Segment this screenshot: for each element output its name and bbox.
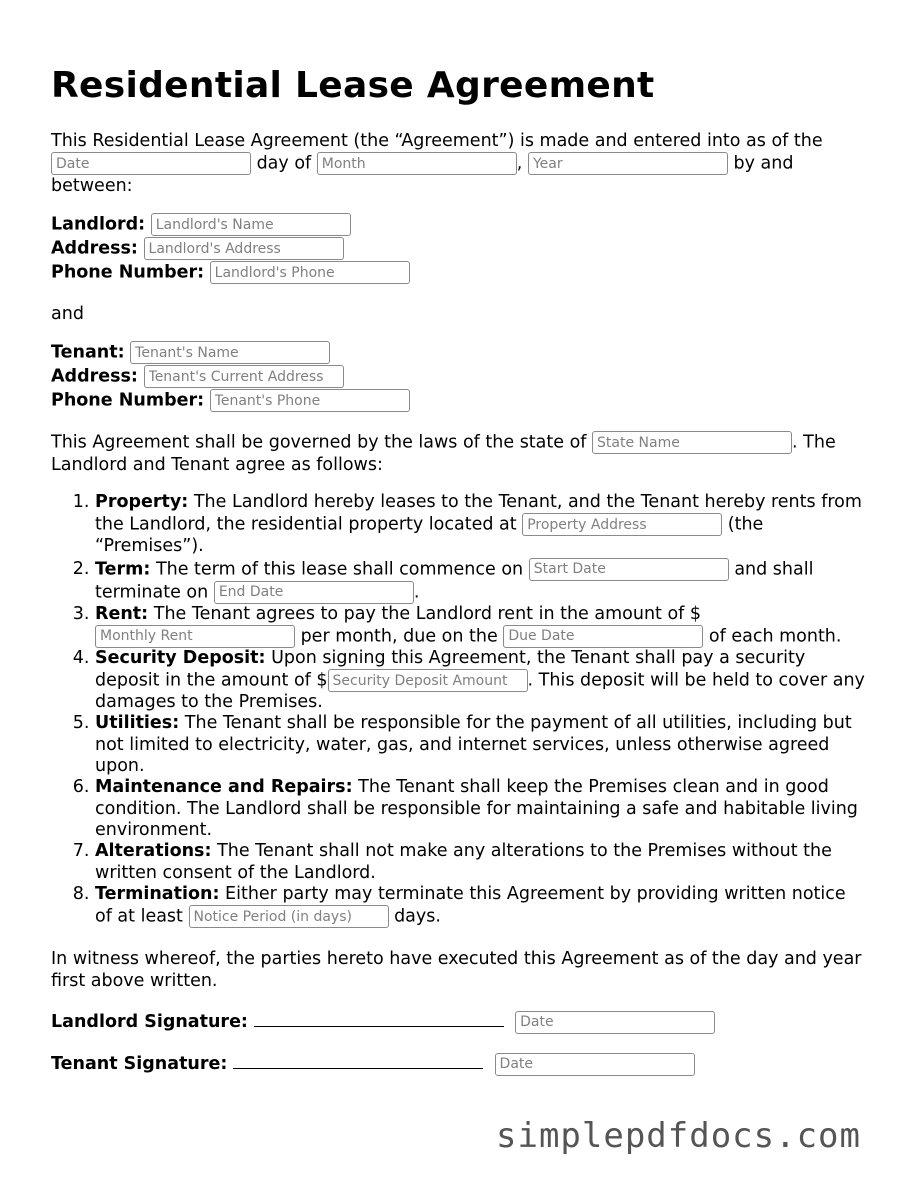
tenant-signature-label: Tenant Signature: [51, 1054, 228, 1075]
property-text-2: (the “Premises”). [95, 514, 764, 557]
due-date-field[interactable] [503, 625, 703, 648]
agreement-date-field[interactable] [51, 152, 251, 175]
page-title: Residential Lease Agreement [51, 65, 655, 106]
tenant-phone-field[interactable] [210, 389, 410, 412]
landlord-signature-date-field[interactable] [515, 1011, 715, 1034]
terms-list [51, 492, 866, 928]
term-text: The term of this lease shall commence on [155, 559, 524, 580]
tenant-signature-line[interactable] [233, 1052, 483, 1069]
comma-text: , [516, 153, 523, 174]
landlord-address-field[interactable] [144, 237, 344, 260]
tenant-section [51, 341, 866, 413]
end-date-field[interactable] [214, 581, 414, 604]
deposit-text-2: . This deposit will be held to cover any damages to the Premises. [95, 670, 865, 713]
tenant-phone-row [51, 389, 866, 413]
tenant-signature-date-field[interactable] [495, 1053, 695, 1076]
notice-period-field[interactable] [189, 905, 389, 928]
term-termination [95, 884, 866, 928]
lease-document [51, 62, 866, 1076]
landlord-name-label: Landlord: [51, 214, 146, 235]
alterations-text: The Tenant shall not make any alterations to the Premises without the written consent of the Landlord. [95, 841, 832, 883]
term-property [95, 492, 866, 558]
term-label: Term: [95, 559, 151, 580]
by-and-text: by and [733, 153, 794, 174]
intro-paragraph [51, 130, 866, 197]
intro-text: This Residential Lease Agreement (the “Agreement”) is made and entered into as of the [51, 131, 823, 151]
deposit-text: Upon signing this Agreement, the Tenant shall pay a security deposit in the amount of $ [95, 647, 806, 691]
landlord-phone-row [51, 261, 866, 285]
term-term [95, 558, 866, 604]
property-label: Property: [95, 492, 189, 512]
rent-text: The Tenant agrees to pay the Landlord rent in the amount of $ [153, 603, 702, 624]
term-alterations [95, 841, 866, 884]
landlord-name-field[interactable] [151, 213, 351, 236]
property-text: The Landlord hereby leases to the Tenant, and the Tenant hereby rents from the Landlord, the residential property located at [95, 492, 862, 535]
maintenance-label: Maintenance and Repairs: [95, 777, 353, 798]
landlord-address-row [51, 237, 866, 261]
tenant-name-row [51, 341, 866, 365]
start-date-field[interactable] [529, 558, 729, 581]
tenant-signature-row [51, 1052, 866, 1076]
between-text: between: [51, 176, 133, 196]
rent-text-2: per month, due on the [300, 626, 498, 647]
day-of-text: day of [256, 153, 312, 174]
maintenance-text: The Tenant shall keep the Premises clean and in good condition. The Landlord shall be responsible for maintaining a safe and habitable living environment. [95, 777, 858, 840]
rent-text-3: of each month. [708, 626, 842, 647]
landlord-name-row [51, 213, 866, 237]
term-utilities [95, 713, 866, 777]
termination-label: Termination: [95, 883, 220, 904]
termination-text-2: days. [394, 906, 441, 927]
governing-text: This Agreement shall be governed by the laws of the state of [51, 432, 587, 453]
state-name-field[interactable] [592, 431, 792, 454]
tenant-address-field[interactable] [144, 365, 344, 388]
rent-label: Rent: [95, 603, 149, 624]
tenant-phone-label: Phone Number: [51, 390, 205, 411]
utilities-label: Utilities: [95, 713, 180, 734]
alterations-label: Alterations: [95, 841, 212, 862]
and-text: and [51, 304, 84, 324]
landlord-phone-label: Phone Number: [51, 262, 205, 283]
brand-watermark: simplepdfdocs.com [496, 1116, 861, 1156]
utilities-text: The Tenant shall be responsible for the payment of all utilities, including but not limited to electricity, water, gas, and internet services, unless otherwise agreed upon. [95, 713, 852, 777]
landlord-section [51, 213, 866, 285]
monthly-rent-field[interactable] [95, 625, 295, 648]
tenant-name-field[interactable] [130, 341, 330, 364]
term-rent [95, 604, 866, 648]
termination-text: Either party may terminate this Agreement by providing written notice of at least [95, 883, 846, 927]
security-deposit-field[interactable] [328, 669, 528, 692]
deposit-label: Security Deposit: [95, 647, 266, 668]
governing-text-2: . The Landlord and Tenant agree as follows: [51, 432, 836, 475]
agreement-year-field[interactable] [528, 152, 728, 175]
tenant-address-label: Address: [51, 366, 138, 387]
term-text-2: and shall terminate on [95, 559, 814, 603]
agreement-month-field[interactable] [317, 152, 517, 175]
governing-law-paragraph [51, 431, 866, 476]
term-security-deposit [95, 648, 866, 714]
landlord-signature-row [51, 1010, 866, 1034]
witness-paragraph: In witness whereof, the parties hereto have executed this Agreement as of the day and year first above written. [51, 949, 862, 992]
landlord-signature-line[interactable] [254, 1010, 504, 1027]
term-text-3: . [413, 582, 420, 603]
tenant-address-row [51, 365, 866, 389]
tenant-name-label: Tenant: [51, 342, 125, 363]
landlord-address-label: Address: [51, 238, 138, 259]
property-address-field[interactable] [522, 513, 722, 536]
landlord-phone-field[interactable] [210, 261, 410, 284]
landlord-signature-label: Landlord Signature: [51, 1012, 248, 1033]
term-maintenance [95, 777, 866, 841]
